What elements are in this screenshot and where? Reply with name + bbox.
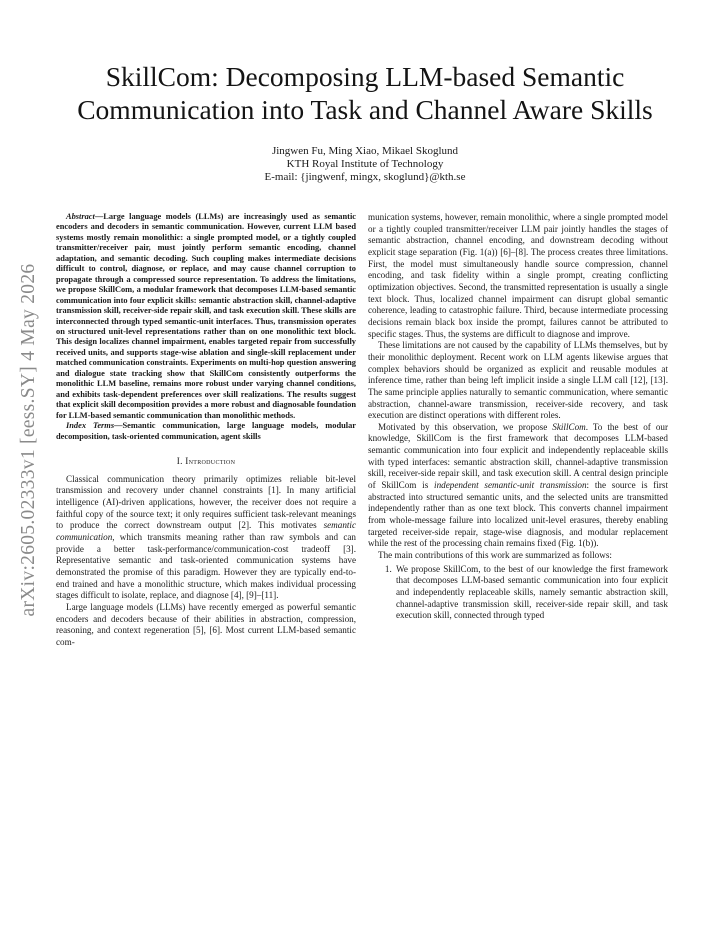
section-title: Introduction (185, 455, 236, 466)
abstract (56, 212, 356, 421)
abstract-label: Abstract (66, 212, 95, 221)
arxiv-identifier-text: arXiv:2605.02333v1 [eess.SY] 4 May 2026 (18, 263, 39, 617)
author-names: Jingwen Fu, Ming Xiao, Mikael Skoglund (271, 145, 459, 157)
paper-title (60, 60, 670, 126)
intro-p4-emphasis-skillcom: SkillCom (552, 421, 586, 432)
section-heading (56, 456, 356, 468)
contributions-list (368, 564, 668, 622)
intro-p1-text-b: , which transmits meaning rather than raw symbols and can provide a better task-performance/communication-cost tradeoff [3]. Representative semantic and task-oriented communication systems have demonstrated the promise of this paradigm. However they are typically end-to-end trained and have a monolithic structure, which makes individual processing stages difficult to isolate, replace, and diagnose [4], [9]–[11]. (56, 531, 356, 601)
arxiv-identifier (14, 205, 44, 675)
intro-p1-emphasis: semantic communication (56, 520, 356, 542)
intro-paragraph-2-continued: munication systems, however, remain monolithic, where a single prompted model or a tightly coupled transmitter/receiver LLM pair jointly handles the stages of semantic abstraction, channel encoding, and downstream decoding without explicit stage separation (Fig. 1(a)) [6]–[8]. The process creates three limitations. First, the model must simultaneously handle source compression, channel encoding, and task fidelity within a single prompt, creating conflicting optimization objectives. Second, the transmitted representation is usually a single text block. Thus, localized channel impairment can disrupt global semantic coherence, leading to catastrophic failure. Third, because intermediate processing decisions remain black box inside the prompt, failures cannot be attributed to specific stages. Thus, the systems are difficult to diagnose and improve. (368, 212, 668, 339)
intro-paragraph-4 (368, 422, 668, 550)
index-terms-text: —Semantic communication, large language models, modular decomposition, task-oriented communication, agent skills (56, 421, 357, 441)
email: E-mail: {jingwenf, mingx, skoglund}@kth.se (264, 171, 466, 183)
right-column (368, 212, 668, 622)
affiliation: KTH Royal Institute of Technology (286, 158, 444, 170)
section-number: I. (176, 455, 183, 466)
intro-p4-text-a: Motivated by this observation, we propose (378, 421, 553, 432)
contribution-item-1: 1. We propose SkillCom, to the best of our knowledge the first framework that decomposes LLM-based semantic communication into four explicit and independently replaceable skills, namely semantic abstraction skill, channel-adaptive transmission skill, receiver-side repair skill, and task execution skill, connected through typed (394, 564, 668, 622)
title-line-1: SkillCom: Decomposing LLM-based Semantic (105, 61, 625, 92)
abstract-text: —Large language models (LLMs) are increasingly used as semantic encoders and decoders in semantic communication. However, current LLM based systems mostly remain monolithic: a single prompted model, or a tightly coupled transmitter/receiver pair, must jointly perform semantic encoding, channel adaptation, and semantic decoding. Such coupling makes intermediate decisions difficult to control, diagnose, or replace, and may cause channel corruption to propagate through a compressed source representation. To address the limitations, we propose SkillCom, a modular framework that decomposes LLM-based semantic communication into four explicit skills: semantic abstraction skill, channel-adaptive transmission skill, receiver-side repair skill, and task execution skill. These skills are interconnected through typed semantic-unit interfaces. Thus, transmission operates on structured unit-level representations rather than on one monolithic text block. This design localizes channel impairment, enables targeted repair from successfully received units, and supports stage-wise ablation and single-skill replacement under matched communication constraints. Experiments on multi-hop question answering and dialogue state tracking show that SkillCom consistently outperforms the monolithic LLM baseline, remains more robust under varying channel conditions, and exhibits task-dependent preferences over skill realizations. The results suggest that explicit skill decomposition provides a more robust and diagnosable foundation for LLM-based semantic communication than monolithic methods. (56, 212, 356, 420)
intro-paragraph-5: The main contributions of this work are summarized as follows: (378, 550, 612, 561)
intro-paragraph-1 (56, 474, 356, 602)
intro-p1-text-a: Classical communication theory primarily optimizes reliable bit-level transmission and recovery under channel constraints [1]. In many artificial intelligence (AI)-driven applications, however, the receiver does not require a faithful copy of the source text; it only requires sufficient task-relevant meanings to produce the correct downstream output [2]. This motivates (56, 473, 356, 531)
title-line-2: Communication into Task and Channel Aware Skills (77, 94, 653, 125)
intro-paragraph-2: Large language models (LLMs) have recently emerged as powerful semantic encoders and decoders because of their abilities in abstraction, compression, reasoning, and context regeneration [5], [6]. Most current LLM-based semantic com- (56, 601, 356, 647)
author-block (60, 145, 670, 184)
index-terms (56, 421, 356, 442)
index-terms-label: Index Terms (66, 421, 115, 431)
left-column (56, 212, 356, 648)
intro-paragraph-3: These limitations are not caused by the capability of LLMs themselves, but by their monolithic deployment. Recent work on LLM agents likewise argues that complex behaviors should be organized as explicit and reusable modules at inference time, rather than being left implicit inside a single LLM call [12], [13]. The same principle applies naturally to semantic communication, where semantic abstraction, channel-aware transmission, receiver-side recovery, and task execution are distinct operations with different roles. (368, 340, 668, 421)
intro-p4-emphasis-principle: independent semantic-unit transmission (434, 480, 587, 491)
intro-p4-text-b: . To the best of our knowledge, SkillCom is the first framework that decomposes LLM-based semantic communication into four explicit and independently replaceable skills with typed interfaces: semantic abstraction skill, channel-adaptive transmission skill, receiver-side repair skill, and task execution skill. A central design principle of SkillCom is (368, 421, 669, 491)
intro-p4-text-c: : the source is first abstracted into structured semantic units, and the selected units are transmitted independently rather than as one text block. This converts channel impairment from whole-message failure into localized unit-level erasures, thereby enabling targeted receiver-side repair, stage-wise diagnosis, and modular replacement while the rest of the processing chain remains fixed (Fig. 1(b)). (368, 480, 668, 549)
